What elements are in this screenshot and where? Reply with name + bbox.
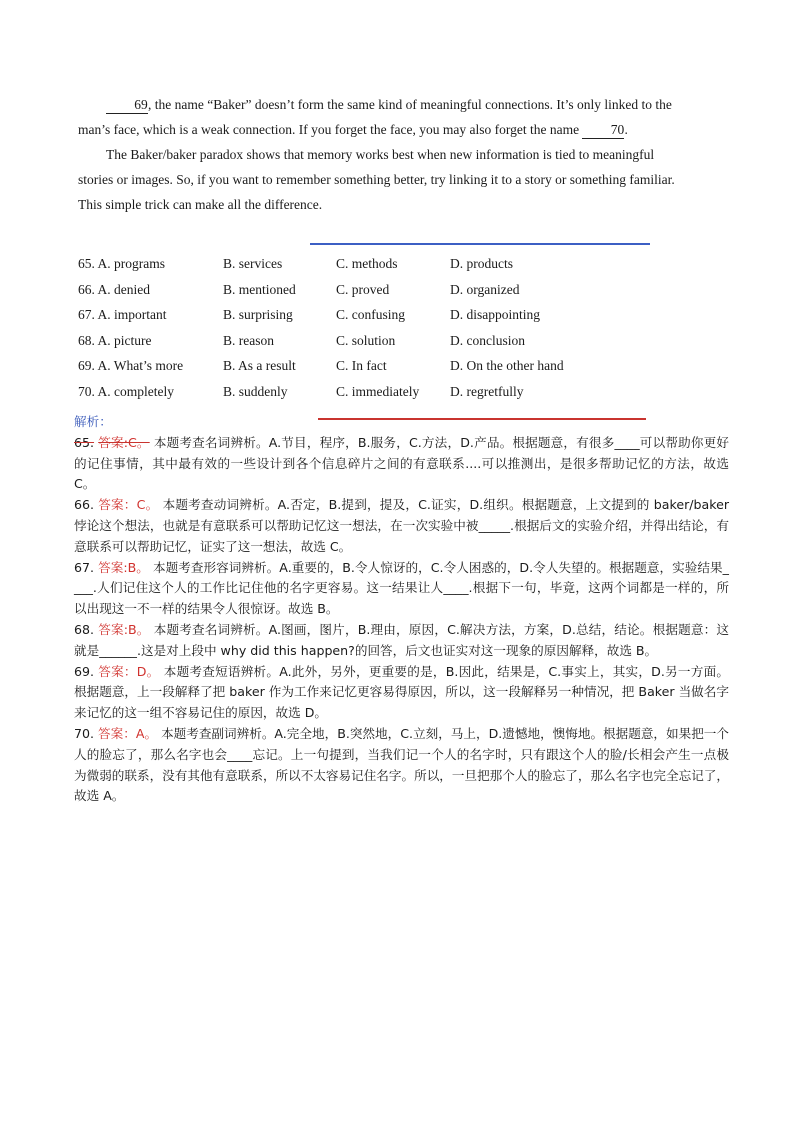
entry-number: 67. — [74, 559, 95, 575]
analysis-entry-69 — [74, 662, 729, 724]
option-row-66 — [78, 282, 678, 308]
passage-paragraph-2: The Baker/baker paradox shows that memory works best when new information is tied to meaningful stories or images. So, if you want to remember something better, try linking it to a story or something familiar. This simple trick can make all the difference. — [78, 147, 675, 212]
option-a: 67. A. important — [78, 307, 167, 322]
option-b: B. As a result — [223, 358, 296, 373]
answer-label: 答案：D。 — [98, 663, 160, 679]
option-d: D. products — [450, 256, 513, 271]
entry-text: 本题考查名词辨析。A.图画，图片，B.理由，原因，C.解决方法，方案，D.总结，结论。根据题意：这就是______.这是对上段中 why did this happen?的回答，后文也证实对这一现象的原因解释，故选 B。 — [74, 621, 729, 658]
analysis-entry-67 — [74, 558, 729, 620]
option-row-69 — [78, 358, 678, 384]
option-c: C. solution — [336, 332, 396, 348]
analysis-heading: 解析： — [74, 414, 112, 429]
option-b: B. surprising — [223, 307, 293, 322]
option-b: B. suddenly — [223, 383, 288, 399]
analysis-section — [74, 412, 729, 807]
option-row-70 — [78, 384, 678, 410]
blue-underline — [310, 243, 650, 245]
option-d: D. On the other hand — [450, 358, 564, 373]
entry-text: 本题考查短语辨析。A.此外，另外，更重要的是，B.因此，结果是，C.事实上，其实，D.另一方面。根据题意，上一段解释了把 baker 作为工作来记忆更容易得原因，所以，这一段解释另一种情况，把 Baker 当做名字来记忆的这一组不容易记住的原因，故选 D。 — [74, 663, 729, 721]
option-d: D. regretfully — [450, 383, 524, 399]
option-c: C. immediately — [336, 383, 420, 399]
answer-label: 答案:C。 — [98, 434, 150, 450]
entry-text: 本题考查名词辨析。A.节目，程序，B.服务，C.方法，D.产品。根据题意，有很多____可以帮助你更好的记住事情，其中最有效的一些设计到各个信息碎片之间的有意联系....可以推测出，是很多帮助记忆的方法，故选 C。 — [74, 434, 729, 492]
option-a: 69. A. What’s more — [78, 358, 184, 373]
answer-label: 答案:B。 — [98, 621, 150, 637]
option-row-65 — [78, 256, 678, 282]
passage-text-1: , the name “Baker” doesn’t form the same kind of meaningful connections. It’s only linked to the man’s face, which is a weak connection. If you forget the face, you may also forget the name — [78, 97, 672, 137]
answer-label: 答案：C。 — [98, 497, 159, 513]
option-c: C. proved — [336, 281, 390, 297]
option-c: C. confusing — [336, 307, 405, 322]
scanned-passage — [78, 92, 678, 217]
option-c: C. In fact — [336, 358, 387, 373]
option-d: D. organized — [450, 281, 520, 297]
option-b: B. reason — [223, 332, 274, 348]
option-b: B. services — [223, 256, 283, 271]
option-a: 66. A. denied — [78, 281, 150, 297]
passage-end-mark: . — [624, 122, 628, 137]
entry-text: 本题考查形容词辨析。A.重要的，B.令人惊讶的，C.令人困惑的，D.令人失望的。根据题意，实验结果____.人们记住这个人的工作比记住他的名字更容易。这一结果让人____.根据下一句，毕竟，这两个词都是一样的，所以出现这一不一样的结果令人很惊讶。故选 B。 — [74, 559, 729, 617]
option-d: D. conclusion — [450, 332, 525, 348]
answer-label: 答案:B。 — [98, 559, 149, 575]
answer-label: 答案：A。 — [98, 725, 158, 741]
entry-number: 66. — [74, 497, 95, 513]
option-row-67 — [78, 307, 678, 333]
blank-69: 69 — [106, 97, 148, 114]
option-c: C. methods — [336, 256, 398, 271]
analysis-entry-68 — [74, 620, 729, 662]
option-d: D. disappointing — [450, 307, 540, 322]
analysis-entry-65 — [74, 433, 729, 495]
analysis-entry-70 — [74, 724, 729, 807]
option-b: B. mentioned — [223, 281, 296, 297]
option-a: 68. A. picture — [78, 332, 152, 348]
option-a: 65. A. programs — [78, 256, 165, 271]
entry-text: 本题考查动词辨析。A.否定，B.提到，提及，C.证实，D.组织。根据题意，上文提到的 baker/baker 悖论这个想法，也就是有意联系可以帮助记忆这一想法，在一次实验中被_____.根据后文的实验介绍，并得出结论，有意联系可以帮助记忆，证实了这一想法，故选 C。 — [74, 497, 729, 554]
entry-text: 本题考查副词辨析。A.完全地，B.突然地，C.立刻，马上，D.遗憾地，懊悔地。根据题意，如果把一个人的脸忘了，那么名字也会____忘记。上一句提到，当我们记一个人的名字时，只有跟这个人的脸/长相会产生一点极为微弱的联系，没有其他有意联系，所以不太容易记住名字。所以，一旦把那个人的脸忘了，那么名字也完全忘记了，故选 A。 — [74, 725, 729, 804]
entry-number: 65. — [74, 434, 95, 450]
entry-number: 69. — [74, 663, 95, 679]
blank-70: 70 — [582, 122, 624, 139]
option-row-68 — [78, 333, 678, 359]
analysis-entry-66 — [74, 495, 729, 557]
entry-number: 70. — [74, 725, 95, 741]
passage-paragraph-1 — [78, 92, 678, 142]
entry-number: 68. — [74, 621, 95, 637]
option-a: 70. A. completely — [78, 383, 174, 399]
options-table — [78, 256, 678, 409]
